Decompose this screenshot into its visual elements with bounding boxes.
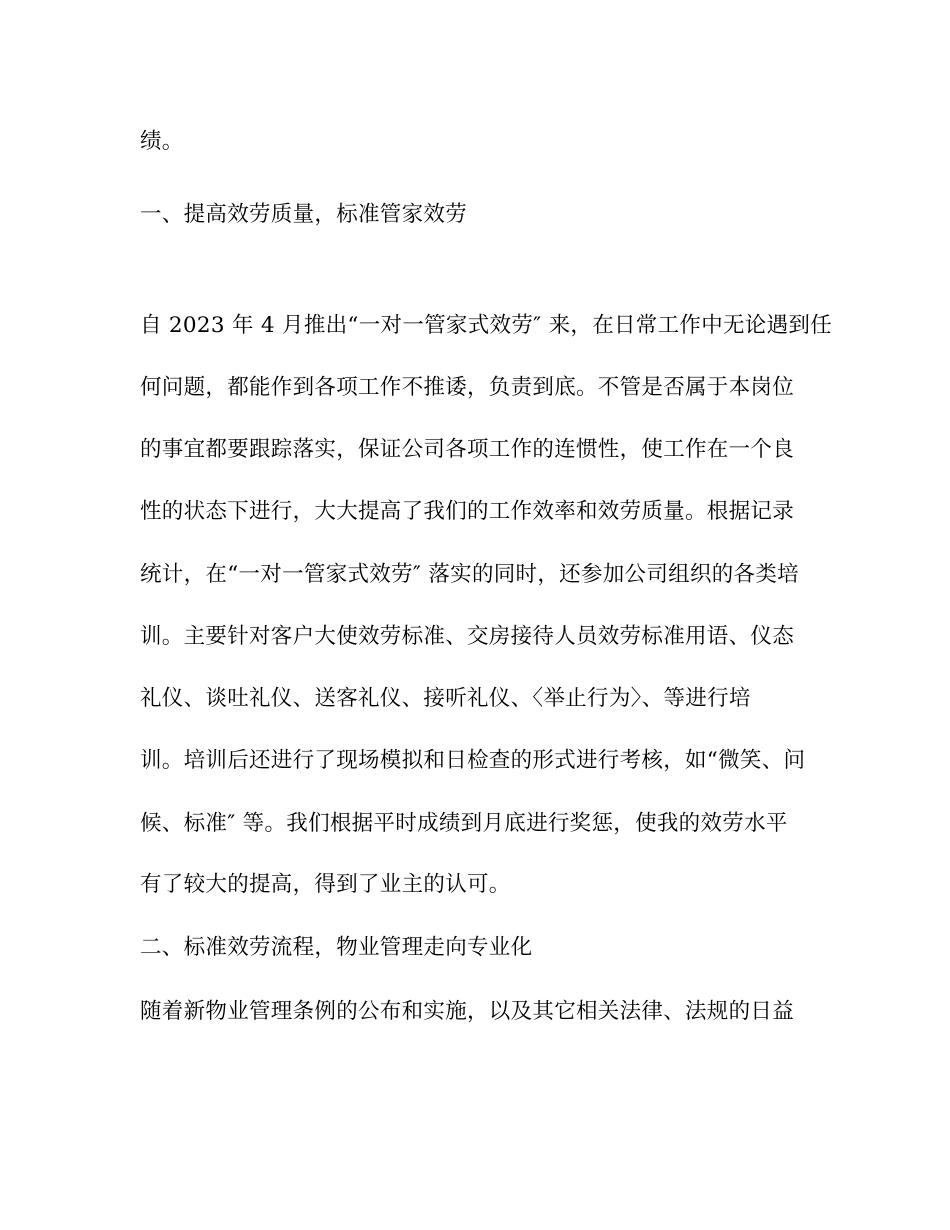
- paragraph-line: 自 2023 年 4 月推出“一对一管家式效劳″ 来，在日常工作中无论遇到任: [140, 313, 832, 338]
- paragraph-line: 的事宜都要跟踪落实，保证公司各项工作的连惯性，使工作在一个良: [140, 437, 795, 462]
- paragraph-line-continuation: 绩。: [140, 129, 184, 154]
- paragraph-line: 训。主要针对客户大使效劳标准、交房接待人员效劳标准用语、仪态: [140, 624, 795, 649]
- paragraph-line: 候、标准″ 等。我们根据平时成绩到月底进行奖惩，使我的效劳水平: [140, 811, 788, 836]
- paragraph-line: 何问题，都能作到各项工作不推诿，负责到底。不管是否属于本岗位: [140, 375, 795, 400]
- paragraph-line: 训。培训后还进行了现场模拟和日检查的形式进行考核，如“微笑、问: [140, 748, 806, 773]
- section-heading-1: 一、提高效劳质量，标准管家效劳: [140, 202, 468, 227]
- section-heading-2: 二、标准效劳流程，物业管理走向专业化: [140, 935, 533, 960]
- paragraph-line: 性的状态下进行，大大提高了我们的工作效率和效劳质量。根据记录: [140, 499, 795, 524]
- paragraph-line: 礼仪、谈吐礼仪、送客礼仪、接听礼仪、〈举止行为〉、等进行培: [140, 686, 751, 711]
- paragraph-line: 有了较大的提高，得到了业主的认可。: [140, 872, 511, 897]
- paragraph-line: 随着新物业管理条例的公布和实施，以及其它相关法律、法规的日益: [140, 999, 795, 1024]
- paragraph-line: 统计，在“一对一管家式效劳″ 落实的同时，还参加公司组织的各类培: [140, 562, 799, 587]
